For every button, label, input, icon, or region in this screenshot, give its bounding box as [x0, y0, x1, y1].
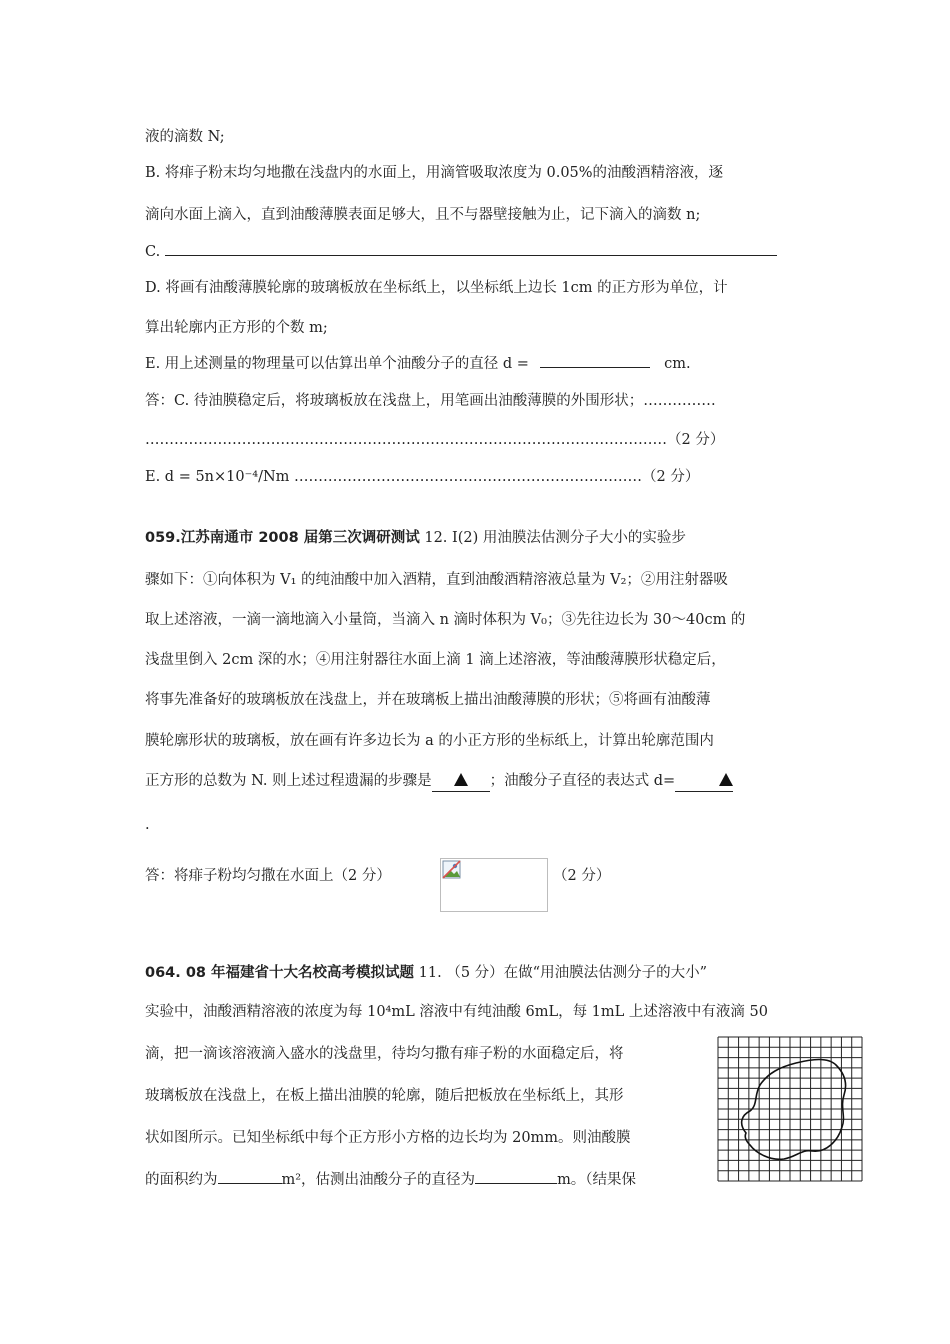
answer-line: ………………………………………………………………………………………………（2 分）	[145, 432, 725, 448]
answer-blank	[165, 255, 777, 256]
text-line: 滴向水面上滴入，直到油酸薄膜表面足够大，且不与器壁接触为止，记下滴入的滴数 n;	[145, 207, 701, 223]
text-line: 算出轮廓内正方形的个数 m;	[145, 320, 328, 336]
broken-image-icon	[440, 858, 548, 912]
question-059-header	[145, 528, 686, 548]
answer-line: 答：C. 待油膜稳定后，将玻璃板放在浅盘上，用笔画出油酸薄膜的外围形状；……………	[145, 393, 716, 409]
text-line: 状如图所示。已知坐标纸中每个正方形小方格的边长均为 20mm。则油酸膜	[145, 1130, 631, 1146]
text-line-6	[145, 1170, 636, 1190]
unit-text: cm.	[664, 356, 691, 372]
triangle-icon	[719, 773, 733, 786]
answer-blank	[675, 771, 733, 792]
period-line: .	[145, 817, 150, 833]
text-line: 将事先准备好的玻璃板放在浅盘上，并在玻璃板上描出油酸薄膜的形状；⑤将画有油酸薄	[145, 692, 711, 708]
question-text: 正方形的总数为 N. 则上述过程遗漏的步骤是	[145, 773, 432, 789]
text-line-7	[145, 771, 733, 792]
answer-blank	[540, 367, 650, 368]
question-text: 11. （5 分）在做“用油膜法估测分子的大小”	[414, 965, 707, 981]
question-064-header	[145, 963, 707, 983]
text-line-c	[145, 242, 777, 262]
answer-text: 答：将痱子粉均匀撒在水面上（2 分）	[145, 868, 391, 884]
question-source: 059.江苏南通市 2008 届第三次调研测试	[145, 530, 420, 546]
answer-blank	[475, 1183, 557, 1184]
answer-score: （2 分）	[553, 868, 611, 884]
text-line: D. 将画有油酸薄膜轮廓的玻璃板放在坐标纸上，以坐标纸上边长 1cm 的正方形为单位，计	[145, 280, 728, 296]
text-line: 膜轮廓形状的玻璃板，放在画有许多边长为 a 的小正方形的坐标纸上，计算出轮廓范围内	[145, 733, 714, 749]
answer-blank	[432, 771, 490, 792]
text-line: 骤如下：①向体积为 V₁ 的纯油酸中加入酒精，直到油酸酒精溶液总量为 V₂；②用注射器吸	[145, 572, 728, 588]
step-text: E. 用上述测量的物理量可以估算出单个油酸分子的直径 d =	[145, 356, 529, 372]
question-text: m。（结果保	[557, 1172, 637, 1188]
text-line: 滴，把一滴该溶液滴入盛水的浅盘里，待均匀撒有痱子粉的水面稳定后，将	[145, 1046, 624, 1062]
answer-blank	[218, 1183, 282, 1184]
text-line: 浅盘里倒入 2cm 深的水；④用注射器往水面上滴 1 滴上述溶液，等油酸薄膜形状稳定后，	[145, 652, 726, 668]
text-line: 玻璃板放在浅盘上，在板上描出油膜的轮廓，随后把板放在坐标纸上，其形	[145, 1088, 624, 1104]
text-line: 取上述溶液，一滴一滴地滴入小量筒，当滴入 n 滴时体积为 V₀；③先往边长为 30～40cm 的	[145, 612, 746, 628]
question-source: 064. 08 年福建省十大名校高考模拟试题	[145, 965, 415, 981]
question-text: m²，估测出油酸分子的直径为	[281, 1172, 476, 1188]
triangle-icon	[454, 773, 468, 786]
text-line: B. 将痱子粉末均匀地撒在浅盘内的水面上，用滴管吸取浓度为 0.05%的油酸酒精溶液，逐	[145, 165, 724, 181]
text-line: 实验中，油酸酒精溶液的浓度为每 10⁴mL 溶液中有纯油酸 6mL，每 1mL 上述溶液中有液滴 50	[145, 1004, 768, 1020]
question-text: 12. Ⅰ(2) 用油膜法估测分子大小的实验步	[419, 530, 686, 546]
oil-film-grid-figure	[716, 1035, 864, 1183]
text-line-e	[145, 354, 691, 374]
answer-line: E. d = 5n×10⁻⁴/Nm ………………………………………………………………（2 分）	[145, 469, 700, 485]
question-text: 的面积约为	[145, 1172, 218, 1188]
text-line: 液的滴数 N;	[145, 129, 225, 145]
question-text: ；油酸分子直径的表达式 d=	[489, 773, 676, 789]
step-label: C.	[145, 244, 161, 260]
